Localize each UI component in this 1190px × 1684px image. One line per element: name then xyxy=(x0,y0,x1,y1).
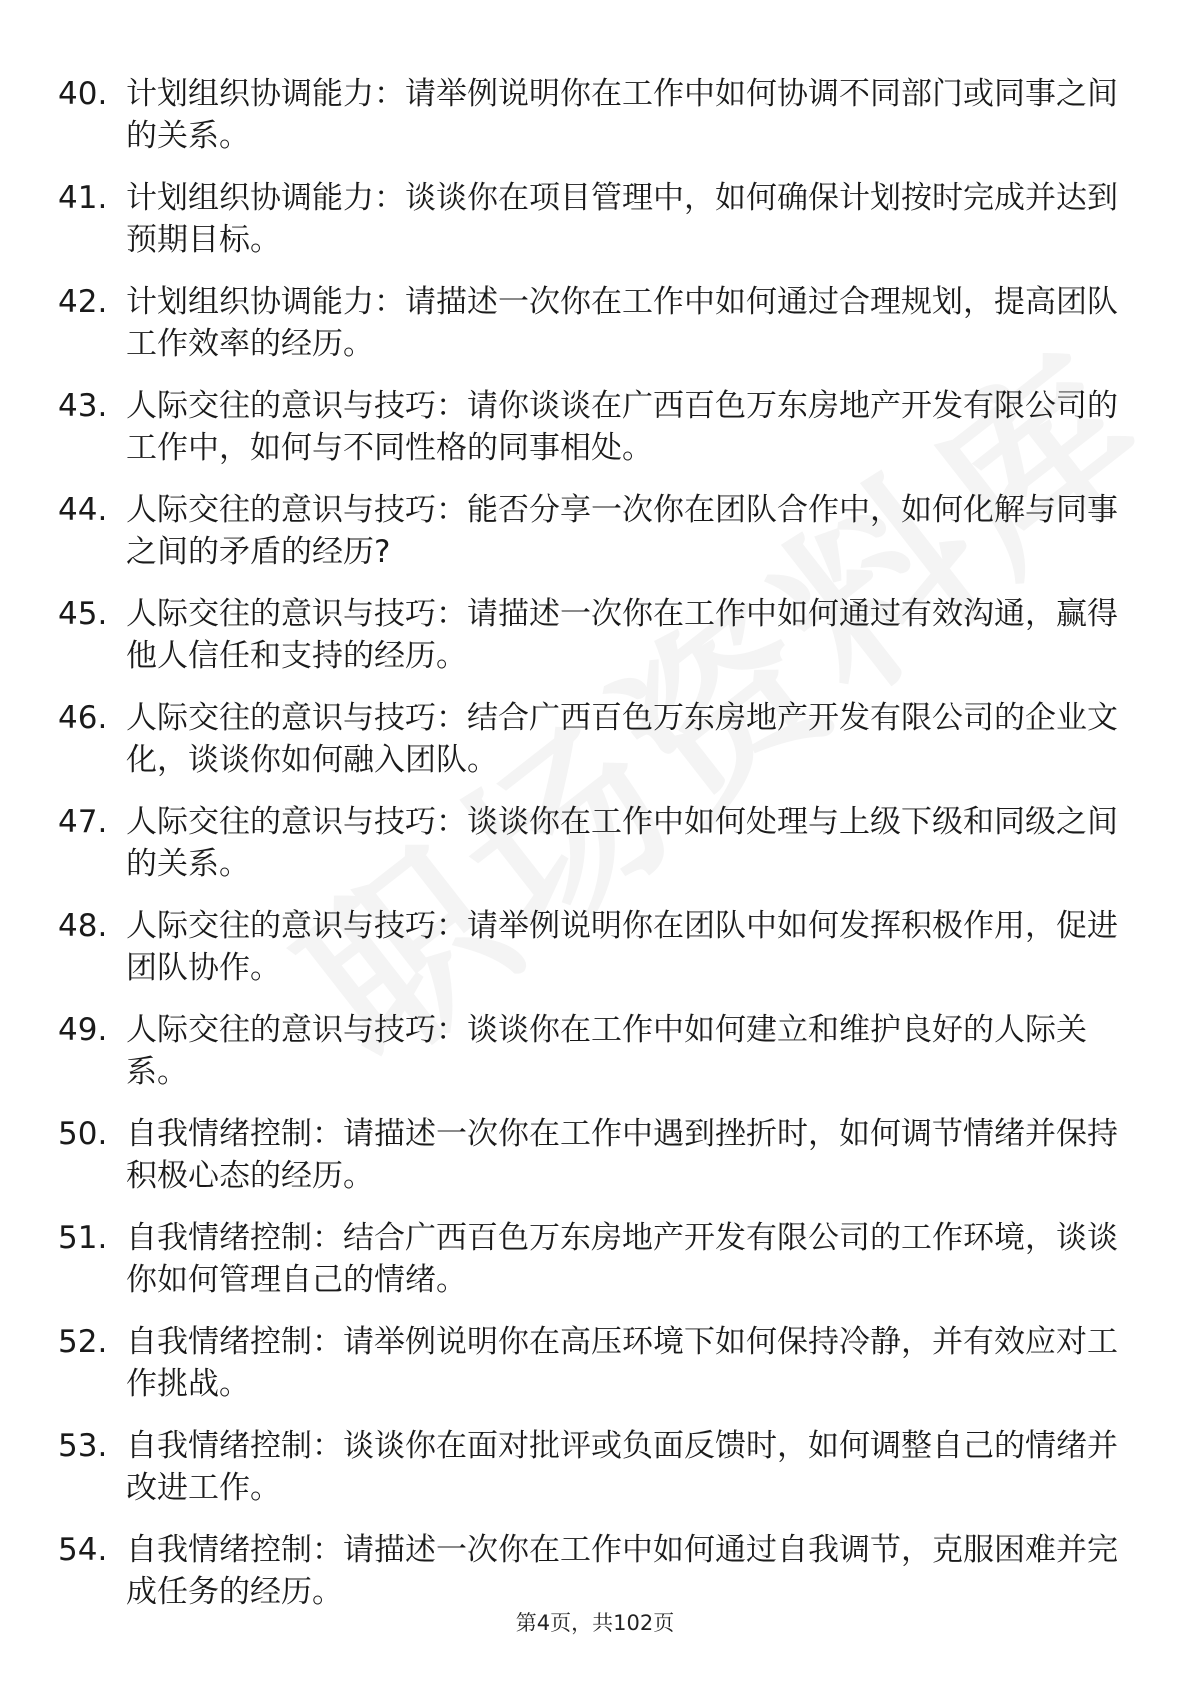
question-text: 自我情绪控制：请描述一次你在工作中遇到挫折时，如何调节情绪并保持积极心态的经历。 xyxy=(126,1116,1118,1194)
question-text: 自我情绪控制：请描述一次你在工作中如何通过自我调节，克服困难并完成任务的经历。 xyxy=(126,1532,1118,1610)
question-item xyxy=(58,1113,1118,1217)
question-text: 人际交往的意识与技巧：请描述一次你在工作中如何通过有效沟通，赢得他人信任和支持的经历。 xyxy=(126,596,1118,674)
question-number: 53. xyxy=(58,1428,108,1464)
question-item xyxy=(58,1009,1118,1113)
question-item xyxy=(58,73,1118,177)
question-item xyxy=(58,593,1118,697)
question-number: 47. xyxy=(58,804,108,840)
question-text: 计划组织协调能力：请举例说明你在工作中如何协调不同部门或同事之间的关系。 xyxy=(126,76,1118,154)
question-item xyxy=(58,385,1118,489)
question-number: 44. xyxy=(58,492,108,528)
question-number: 50. xyxy=(58,1116,108,1152)
question-number: 51. xyxy=(58,1220,108,1256)
question-text: 人际交往的意识与技巧：能否分享一次你在团队合作中，如何化解与同事之间的矛盾的经历? xyxy=(126,492,1118,570)
question-item xyxy=(58,1321,1118,1425)
question-text: 自我情绪控制：谈谈你在面对批评或负面反馈时，如何调整自己的情绪并改进工作。 xyxy=(126,1428,1118,1506)
question-number: 52. xyxy=(58,1324,108,1360)
question-item xyxy=(58,697,1118,801)
question-text: 自我情绪控制：结合广西百色万东房地产开发有限公司的工作环境，谈谈你如何管理自己的情绪。 xyxy=(126,1220,1118,1298)
question-list xyxy=(58,73,1118,1633)
question-text: 人际交往的意识与技巧：谈谈你在工作中如何建立和维护良好的人际关系。 xyxy=(126,1012,1087,1090)
question-text: 人际交往的意识与技巧：谈谈你在工作中如何处理与上级下级和同级之间的关系。 xyxy=(126,804,1118,882)
question-number: 45. xyxy=(58,596,108,632)
question-item xyxy=(58,801,1118,905)
question-item xyxy=(58,489,1118,593)
question-item xyxy=(58,281,1118,385)
question-text: 人际交往的意识与技巧：结合广西百色万东房地产开发有限公司的企业文化，谈谈你如何融入团队。 xyxy=(126,700,1118,778)
question-number: 49. xyxy=(58,1012,108,1048)
question-number: 46. xyxy=(58,700,108,736)
question-number: 42. xyxy=(58,284,108,320)
question-item xyxy=(58,177,1118,281)
question-item xyxy=(58,905,1118,1009)
question-text: 计划组织协调能力：请描述一次你在工作中如何通过合理规划，提高团队工作效率的经历。 xyxy=(126,284,1118,362)
question-item xyxy=(58,1425,1118,1529)
question-number: 48. xyxy=(58,908,108,944)
question-number: 41. xyxy=(58,180,108,216)
question-item xyxy=(58,1217,1118,1321)
page-footer: 第4页，共102页 xyxy=(515,1611,675,1635)
question-text: 计划组织协调能力：谈谈你在项目管理中，如何确保计划按时完成并达到预期目标。 xyxy=(126,180,1118,258)
question-text: 人际交往的意识与技巧：请你谈谈在广西百色万东房地产开发有限公司的工作中，如何与不同性格的同事相处。 xyxy=(126,388,1118,466)
question-number: 43. xyxy=(58,388,108,424)
question-number: 40. xyxy=(58,76,108,112)
question-text: 人际交往的意识与技巧：请举例说明你在团队中如何发挥积极作用，促进团队协作。 xyxy=(126,908,1118,986)
question-text: 自我情绪控制：请举例说明你在高压环境下如何保持冷静，并有效应对工作挑战。 xyxy=(126,1324,1118,1402)
question-number: 54. xyxy=(58,1532,108,1568)
